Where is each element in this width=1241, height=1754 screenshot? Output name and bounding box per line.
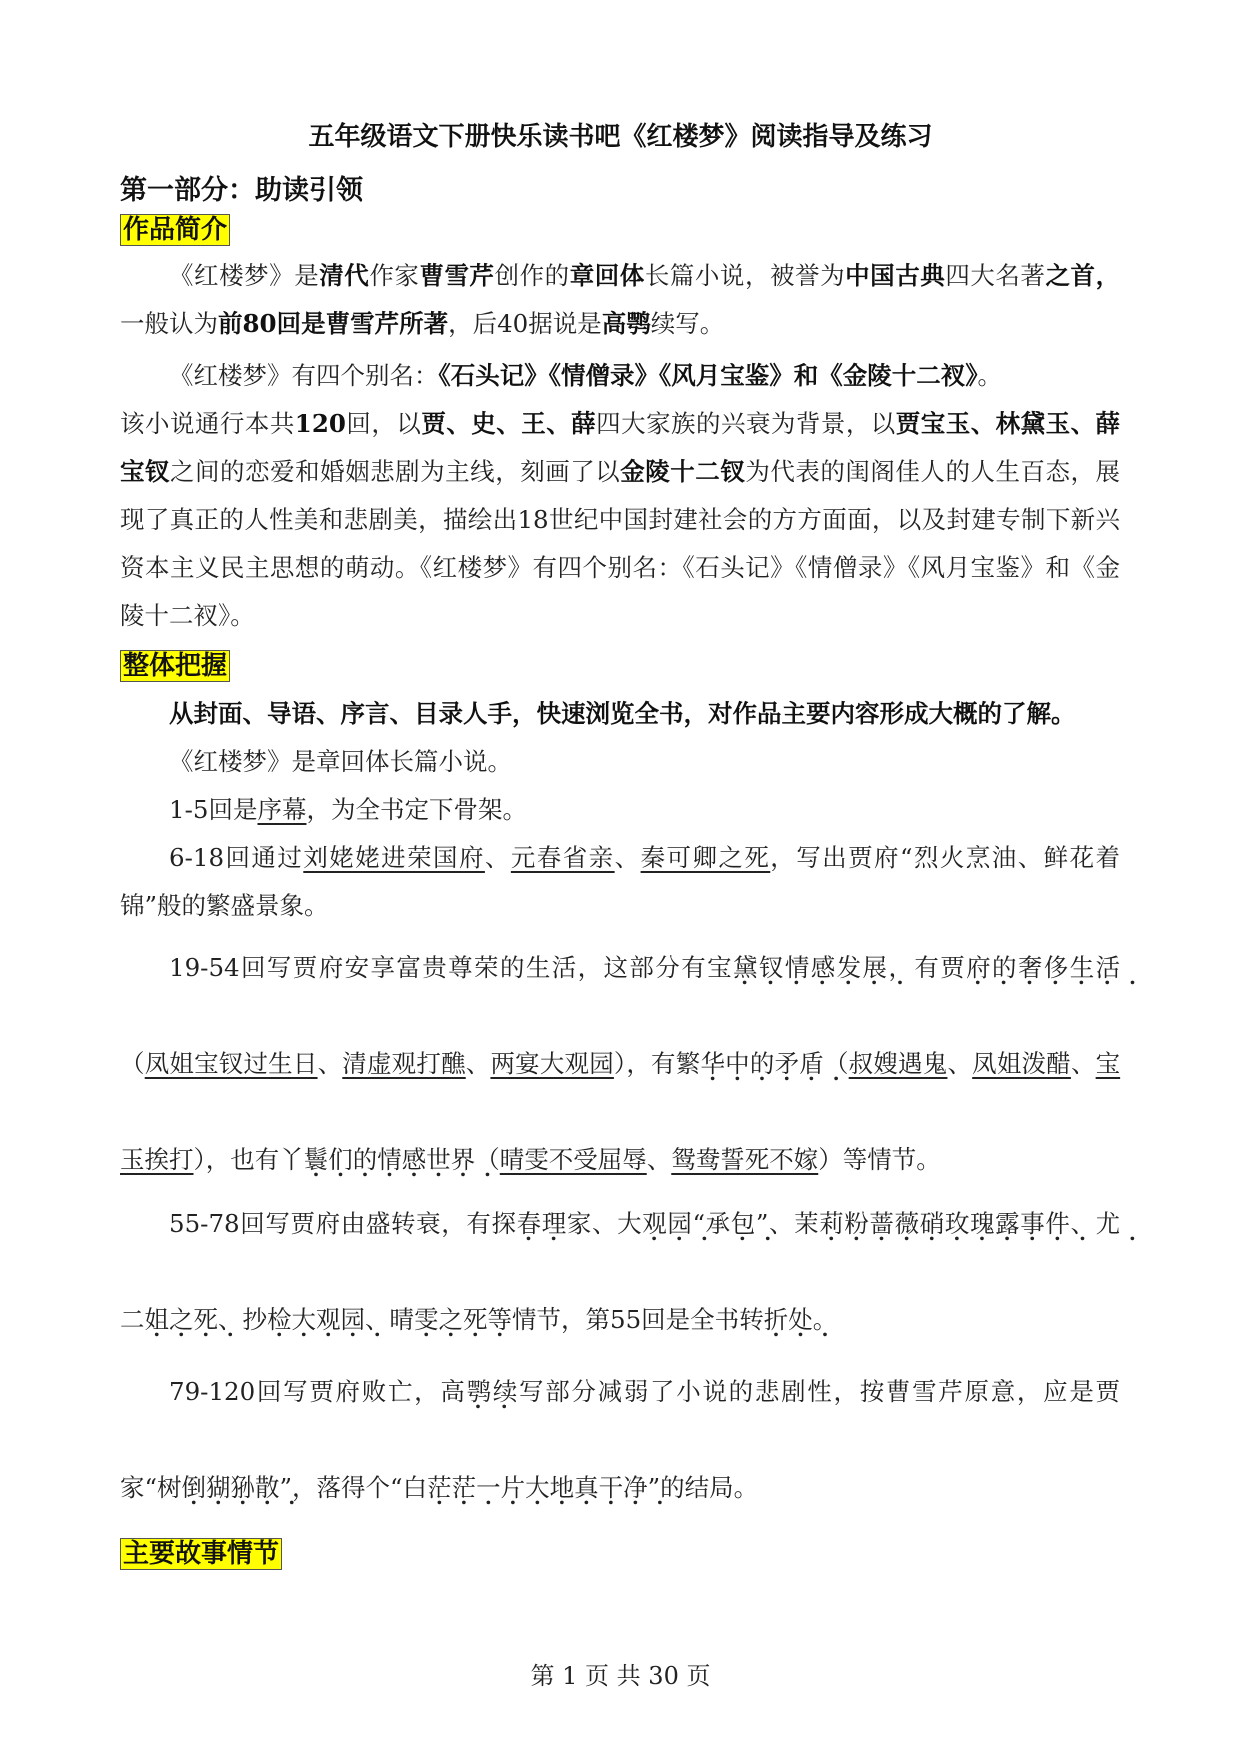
overview-paragraph-6: 79-120回写贾府败亡，高鹗续写部分减弱了小说的悲剧性，按曹雪芹原意，应是贾家“树倒猢狲散”，落得个“白茫茫一片大地真干净”的结局。 [120, 1377, 1121, 1502]
document-title: 五年级语文下册快乐读书吧《红楼梦》阅读指导及练习 [308, 122, 933, 152]
section-intro-heading: 作品简介 [120, 214, 230, 246]
overview-paragraph-5: 55-78回写贾府由盛转衰，有探春理家、大观园“承包”、茉莉粉蔷薇硝玫瑰露事件、尤二姐之死、抄检大观园、晴雯之死等情节，第55回是全书转折处。 [120, 1209, 1121, 1334]
section-plot-heading: 主要故事情节 [120, 1538, 282, 1570]
overview-paragraph-1: 《红楼梦》是章回体长篇小说。 [169, 747, 512, 776]
page-footer: 第 1 页 共 30 页 [530, 1662, 711, 1690]
overview-bold-instruction: 从封面、导语、序言、目录人手，快速浏览全书，对作品主要内容形成大概的了解。 [169, 699, 1076, 728]
intro-paragraph-1: 《红楼梦》是清代作家曹雪芹创作的章回体长篇小说，被誉为中国古典四大名著之首，一般认为前80回是曹雪芹所著，后40据说是高鹗续写。 [120, 261, 1121, 338]
section-overview-heading: 整体把握 [120, 650, 230, 682]
intro-paragraph-3: 该小说通行本共120回，以贾、史、王、薛四大家族的兴衰为背景，以贾宝玉、林黛玉、薛宝钗之间的恋爱和婚姻悲剧为主线，刻画了以金陵十二钗为代表的闺阁佳人的人生百态，展现了真正的人性美和悲剧美，描绘出18世纪中国封建社会的方方面面，以及封建专制下新兴资本主义民主思想的萌动。《红楼梦》有四个别名：《石头记》《情僧录》《风月宝鉴》和《金陵十二衩》。 [120, 409, 1121, 630]
part1-heading: 第一部分：助读引领 [120, 175, 363, 206]
overview-paragraph-3: 6-18回通过刘姥姥进荣国府、元春省亲、秦可卿之死，写出贾府“烈火烹油、鲜花着锦”般的繁盛景象。 [120, 843, 1121, 920]
overview-paragraph-4: 19-54回写贾府安享富贵尊荣的生活，这部分有宝黛钗情感发展，有贾府的奢侈生活（凤姐宝钗过生日、清虚观打醮、两宴大观园），有繁华中的矛盾（叔嫂遇鬼、凤姐泼醋、宝玉挨打），也有丫鬟们的情感世界（晴雯不受屈辱、鸳鸯誓死不嫁）等情节。 [120, 953, 1121, 1174]
overview-paragraph-2: 1-5回是序幕，为全书定下骨架。 [169, 795, 527, 824]
intro-paragraph-2: 《红楼梦》有四个别名：《石头记》《情僧录》《风月宝鉴》和《金陵十二衩》。 [169, 361, 1002, 390]
